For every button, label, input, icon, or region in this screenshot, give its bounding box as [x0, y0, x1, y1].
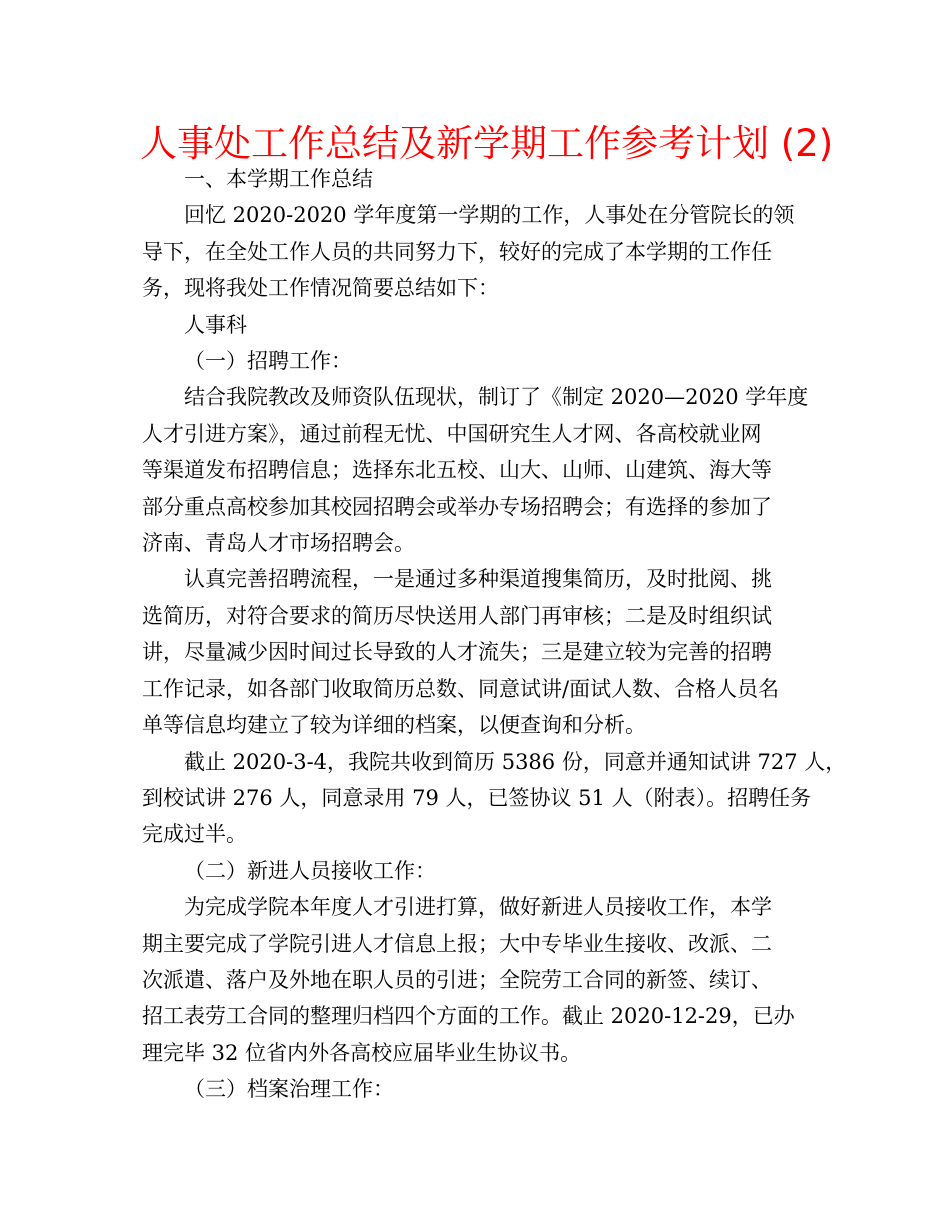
text-line: 理完毕 32 位省内外各高校应届毕业生协议书。	[142, 1040, 582, 1065]
paragraph	[142, 1071, 812, 1107]
text-line: （三）档案治理工作：	[184, 1077, 394, 1102]
paragraph	[142, 379, 812, 561]
paragraph	[142, 161, 812, 197]
paragraph	[142, 343, 812, 379]
text-line: 务，现将我处工作情况简要总结如下：	[142, 276, 499, 301]
paragraph	[142, 889, 812, 1071]
document-title: 人事处工作总结及新学期工作参考计划 (2)	[140, 122, 834, 165]
paragraph	[142, 744, 847, 853]
text-line: 认真完善招聘流程，一是通过多种渠道搜集简历，及时批阅、挑	[184, 567, 772, 592]
text-line: 次派遣、落户及外地在职人员的引进；全院劳工合同的新签、续订、	[142, 967, 772, 992]
text-line: （二）新进人员接收工作：	[184, 858, 436, 883]
text-line: 人才引进方案》，通过前程无忧、中国研究生人才网、各高校就业网	[142, 421, 762, 446]
text-line: 等渠道发布招聘信息；选择东北五校、山大、山师、山建筑、海大等	[142, 458, 772, 483]
text-line: 结合我院教改及师资队伍现状，制订了《制定 2020—2020 学年度	[184, 385, 809, 410]
paragraph	[142, 561, 812, 743]
text-line: 回忆 2020-2020 学年度第一学期的工作，人事处在分管院长的领	[184, 203, 795, 228]
text-line: 工作记录，如各部门收取简历总数、同意试讲/面试人数、合格人员名	[142, 676, 780, 701]
text-line: 一、本学期工作总结	[184, 167, 373, 191]
text-line: 期主要完成了学院引进人才信息上报；大中专毕业生接收、改派、二	[142, 931, 772, 956]
text-line: 济南、青岛人才市场招聘会。	[142, 531, 415, 556]
text-line: 讲，尽量减少因时间过长导致的人才流失；三是建立较为完善的招聘	[142, 640, 772, 665]
text-line: 选简历，对符合要求的简历尽快送用人部门再审核；二是及时组织试	[142, 603, 772, 628]
text-line: 人事科	[184, 312, 247, 337]
text-line: 部分重点高校参加其校园招聘会或举办专场招聘会；有选择的参加了	[142, 494, 772, 519]
paragraph	[142, 853, 812, 889]
text-line: 截止 2020-3-4，我院共收到简历 5386 份，同意并通知试讲 727 人，	[184, 749, 847, 774]
text-line: 招工表劳工合同的整理归档四个方面的工作。截止 2020-12-29，已办	[142, 1004, 795, 1029]
text-line: 单等信息均建立了较为详细的档案，以便查询和分析。	[142, 713, 646, 738]
text-line: 导下，在全处工作人员的共同努力下，较好的完成了本学期的工作任	[142, 239, 772, 264]
text-line: 完成过半。	[142, 822, 247, 847]
document-body	[142, 161, 847, 1108]
text-line: （一）招聘工作：	[184, 349, 352, 374]
paragraph	[142, 307, 812, 343]
paragraph	[142, 197, 812, 306]
text-line: 为完成学院本年度人才引进打算，做好新进人员接收工作，本学	[184, 895, 772, 920]
text-line: 到校试讲 276 人，同意录用 79 人，已签协议 51 人（附表）。招聘任务	[142, 785, 812, 810]
